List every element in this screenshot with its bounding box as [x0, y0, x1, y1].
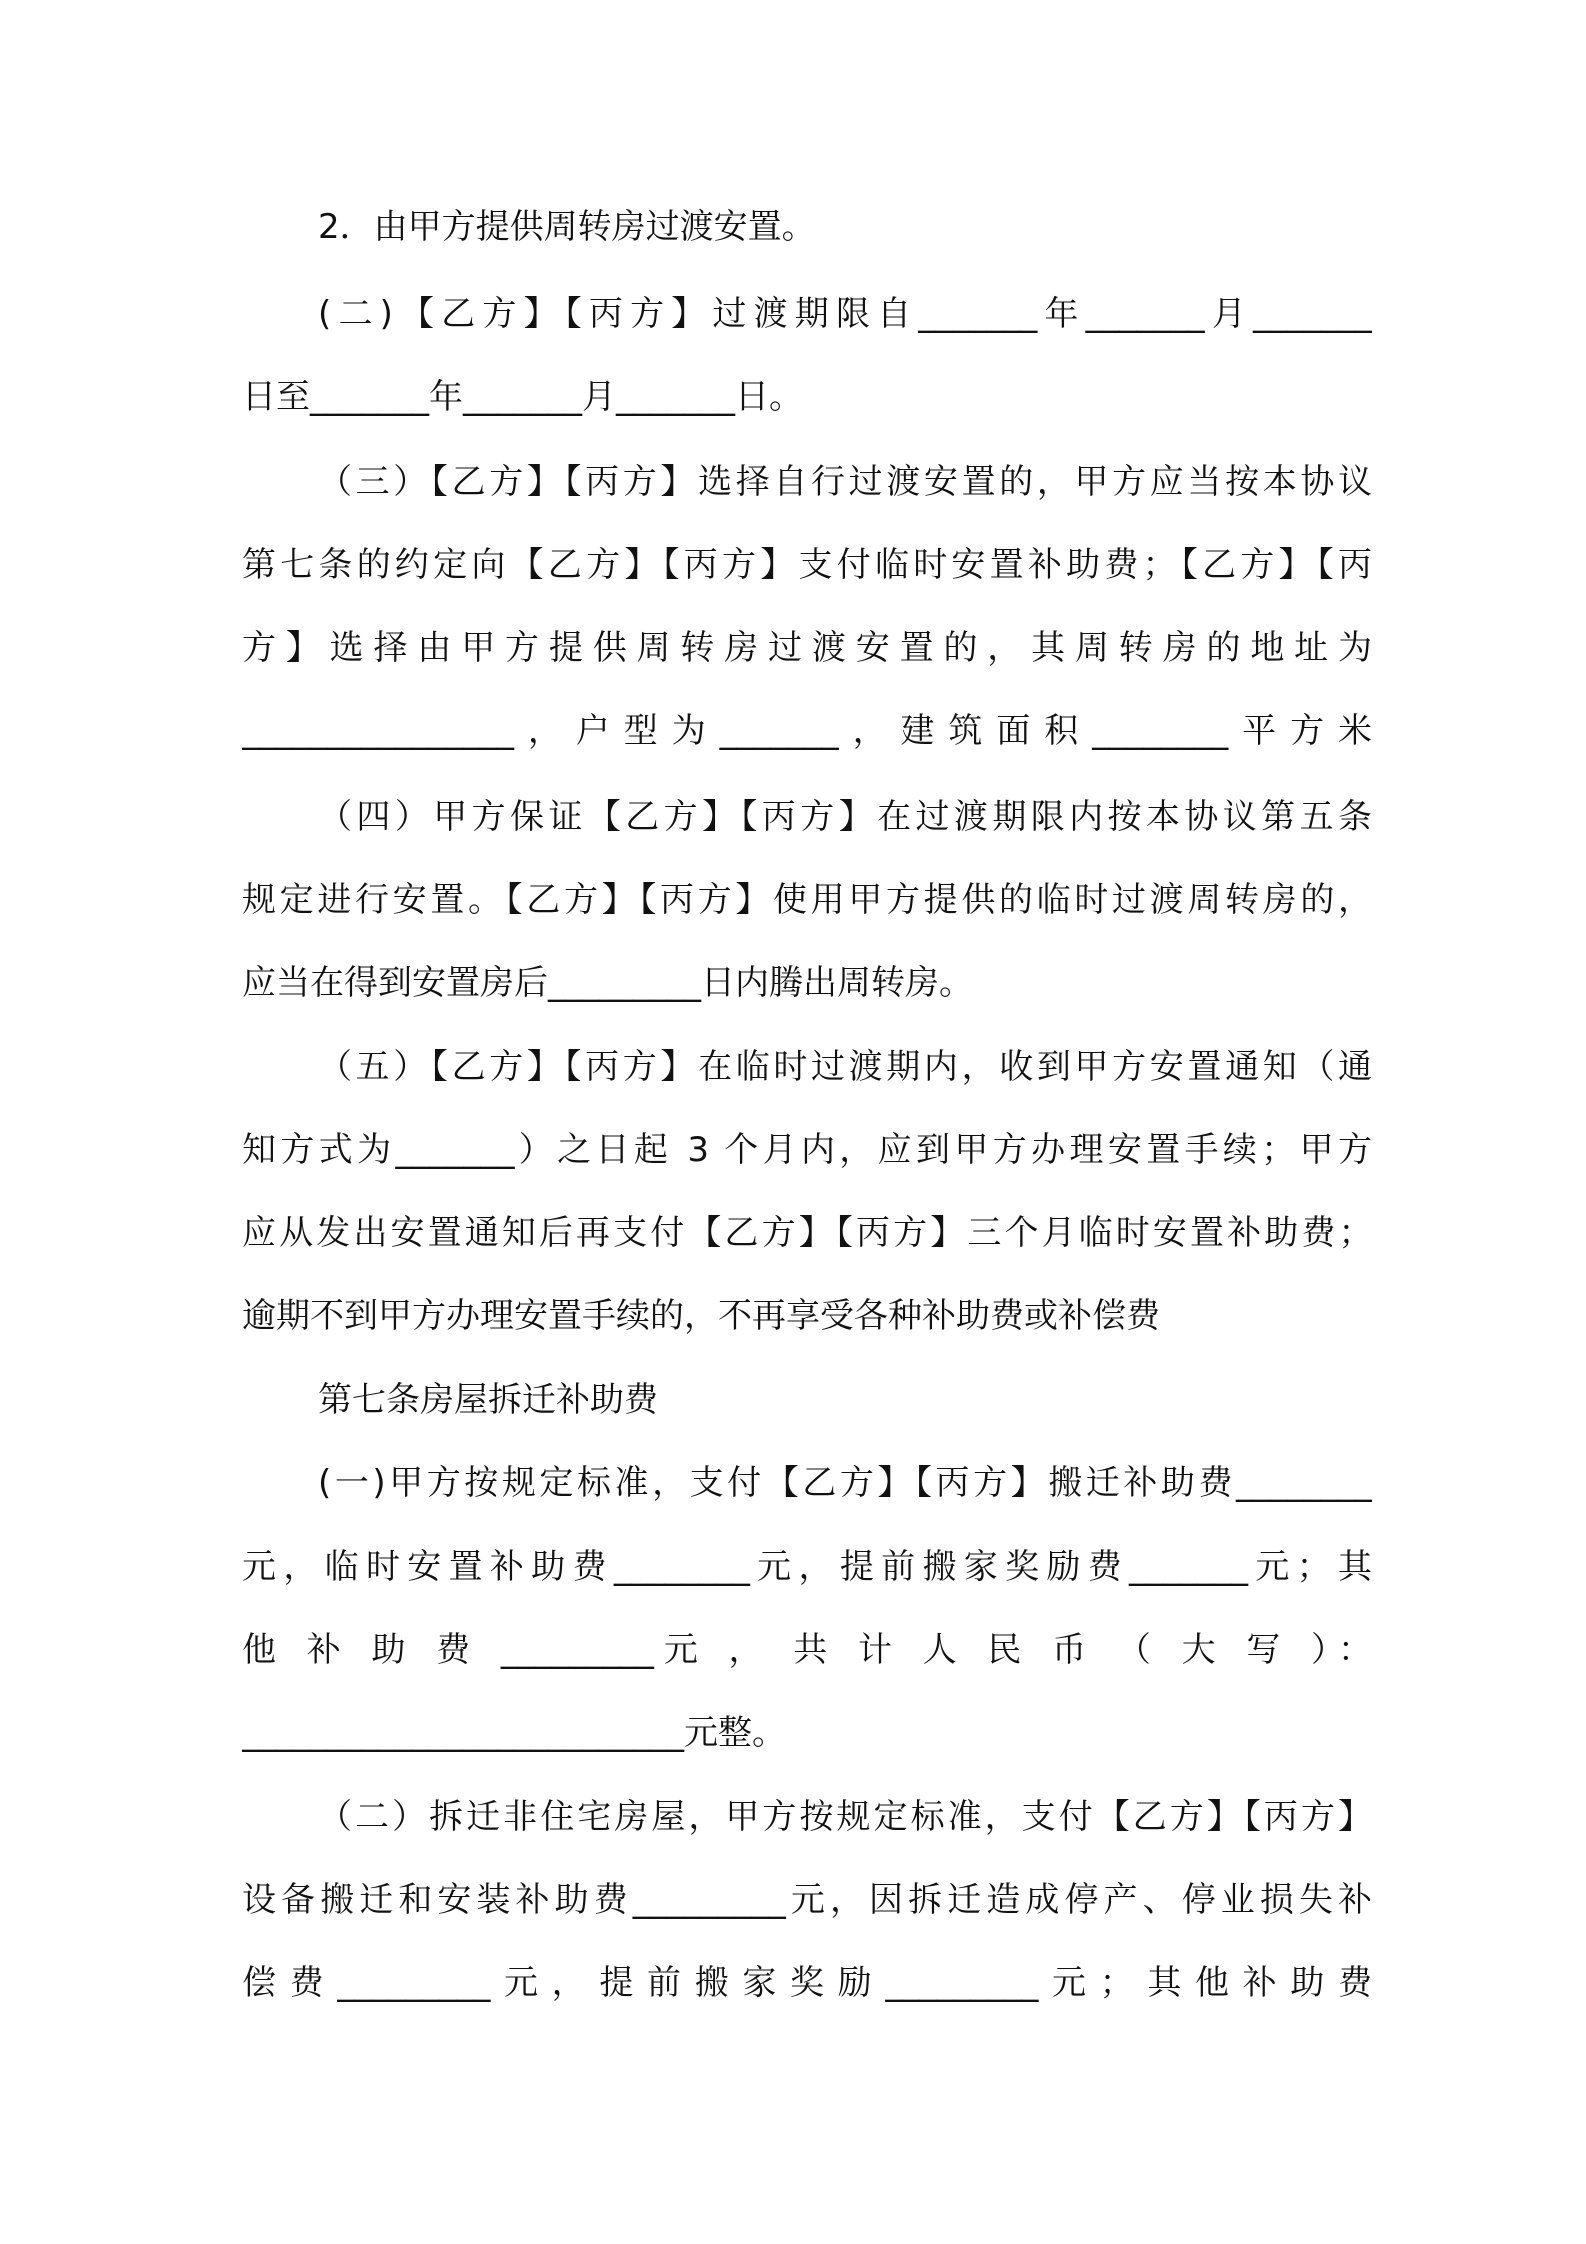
paragraph-line: 规定进行安置。【乙方】【丙方】使用甲方提供的临时过渡周转房的，	[242, 880, 1372, 920]
paragraph-line: ________________，户型为_______，建筑面积________平方米	[242, 711, 1372, 751]
paragraph-line: 应从发出安置通知后再支付【乙方】【丙方】三个月临时安置补助费；	[242, 1213, 1372, 1253]
paragraph-line: 元，临时安置补助费________元，提前搬家奖励费_______元；其	[242, 1547, 1372, 1587]
paragraph-line: 偿费_________元，提前搬家奖励_________元；其他补助费	[242, 1963, 1372, 2003]
paragraph-line: __________________________元整。	[242, 1713, 786, 1753]
paragraph-line: 设备搬迁和安装补助费_________元，因拆迁造成停产、停业损失补	[242, 1880, 1372, 1920]
section-heading: 第七条房屋拆迁补助费	[318, 1380, 658, 1420]
paragraph-line: （二）拆迁非住宅房屋，甲方按规定标准，支付【乙方】【丙方】	[318, 1797, 1372, 1837]
paragraph-line: （三）【乙方】【丙方】选择自行过渡安置的，甲方应当按本协议	[318, 462, 1372, 502]
paragraph-line: (二)【乙方】【丙方】过渡期限自_______年_______月_______	[318, 294, 1372, 334]
paragraph-line: 逾期不到甲方办理安置手续的，不再享受各种补助费或补偿费	[242, 1296, 1160, 1336]
paragraph-line: （五）【乙方】【丙方】在临时过渡期内，收到甲方安置通知（通	[318, 1047, 1372, 1087]
paragraph-line: 2．由甲方提供周转房过渡安置。	[318, 207, 816, 247]
paragraph-line: 知方式为_______）之日起 3 个月内，应到甲方办理安置手续；甲方	[242, 1130, 1372, 1170]
paragraph-line: 方】选择由甲方提供周转房过渡安置的，其周转房的地址为	[242, 628, 1372, 668]
paragraph-line: 日至_______年_______月_______日。	[242, 377, 803, 417]
paragraph-line: （四）甲方保证【乙方】【丙方】在过渡期限内按本协议第五条	[318, 797, 1372, 837]
paragraph-line: (一)甲方按规定标准，支付【乙方】【丙方】搬迁补助费________	[318, 1463, 1372, 1503]
paragraph-line: 他 补 助 费 _________元 ， 共 计 人 民 币 （ 大 写 ）：	[242, 1630, 1372, 1670]
paragraph-line: 第七条的约定向【乙方】【丙方】支付临时安置补助费；【乙方】【丙	[242, 545, 1372, 585]
paragraph-line: 应当在得到安置房后_________日内腾出周转房。	[242, 963, 973, 1003]
